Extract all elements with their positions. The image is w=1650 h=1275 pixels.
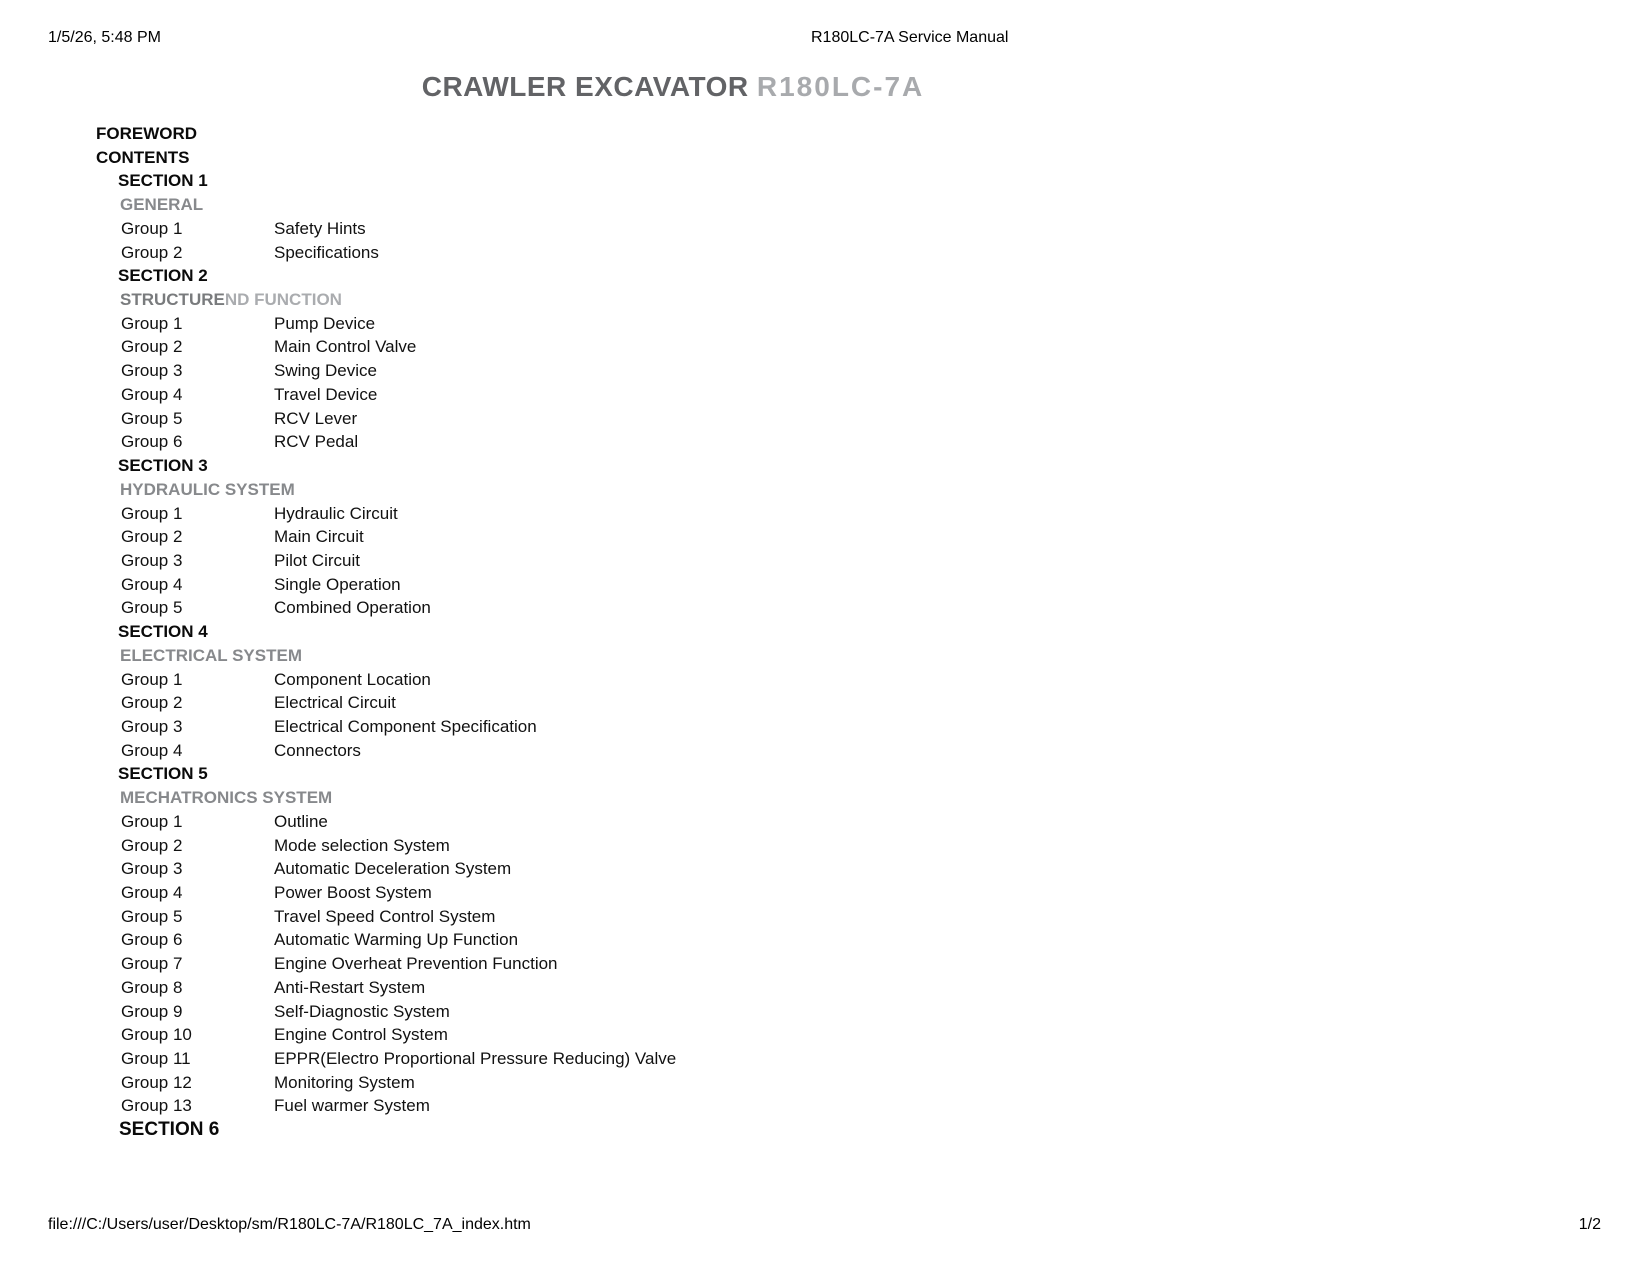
group-label: Group 10: [121, 1025, 192, 1045]
group-title: Electrical Component Specification: [274, 716, 537, 736]
group-title: EPPR(Electro Proportional Pressure Reducing) Valve: [274, 1049, 677, 1069]
group-label: Group 5: [121, 598, 183, 618]
group-label: Group 2: [121, 835, 183, 855]
section-subtitle-text: GENERAL: [120, 195, 204, 215]
group-title: Main Control Valve: [274, 337, 417, 357]
toc-group-row: [121, 359, 676, 383]
toc-group-row: [121, 976, 676, 1000]
toc-group-row: [121, 407, 676, 431]
toc-group-row: [121, 217, 676, 241]
group-label: Group 2: [121, 242, 183, 262]
page-title: [48, 71, 1298, 103]
group-title: Component Location: [274, 669, 431, 689]
toc-group-row: [121, 834, 676, 858]
group-label: Group 1: [121, 313, 183, 333]
section-heading-4: SECTION 4: [118, 622, 208, 642]
section-heading-5: SECTION 5: [118, 764, 208, 784]
group-title: Outline: [274, 811, 328, 831]
group-label: Group 7: [121, 954, 183, 974]
toc-group-row: [121, 928, 676, 952]
toc-group-row: [121, 739, 676, 763]
toc-group-row: [121, 383, 676, 407]
group-title: Main Circuit: [274, 527, 364, 547]
group-title: Self-Diagnostic System: [274, 1001, 450, 1021]
toc-group-row: [121, 715, 676, 739]
group-title: Engine Control System: [274, 1025, 448, 1045]
group-label: Group 4: [121, 384, 183, 404]
footer-file-url: file:///C:/Users/user/Desktop/sm/R180LC-7A/R180LC_7A_index.htm: [48, 1216, 531, 1233]
section-subtitle-4: [120, 644, 676, 668]
toc-group-row: [121, 241, 676, 265]
group-label: Group 3: [121, 859, 183, 879]
toc-group-row: [121, 596, 676, 620]
group-label: Group 12: [121, 1072, 192, 1092]
header-doc-title: R180LC-7A Service Manual: [811, 29, 1009, 46]
toc-group-row: [121, 952, 676, 976]
group-label: Group 4: [121, 574, 183, 594]
group-label: Group 6: [121, 432, 183, 452]
group-title: Connectors: [274, 740, 361, 760]
group-label: Group 4: [121, 740, 183, 760]
group-title: Monitoring System: [274, 1072, 415, 1092]
section-heading-3: SECTION 3: [118, 456, 208, 476]
toc-group-row: [121, 668, 676, 692]
toc-group-row: [121, 1071, 676, 1095]
group-label: Group 11: [121, 1049, 191, 1069]
group-title: Pump Device: [274, 313, 376, 333]
group-title: Pilot Circuit: [274, 550, 360, 570]
group-label: Group 9: [121, 1001, 183, 1021]
section-subtitle-2: [120, 288, 676, 312]
group-title: Travel Speed Control System: [274, 906, 496, 926]
section-heading-2: SECTION 2: [118, 266, 208, 286]
toc-group-row: [121, 430, 676, 454]
toc-group-row: [121, 573, 676, 597]
group-label: Group 3: [121, 550, 183, 570]
group-title: Fuel warmer System: [274, 1096, 430, 1116]
section-subtitle-1: [120, 193, 676, 217]
group-label: Group 2: [121, 693, 183, 713]
section-subtitle-text: ELECTRICAL SYSTEM: [120, 645, 302, 665]
toc-group-row: [121, 1047, 676, 1071]
group-title: RCV Pedal: [274, 432, 359, 452]
toc-group-row: [121, 857, 676, 881]
group-title: Travel Device: [274, 384, 378, 404]
group-title: Combined Operation: [274, 598, 431, 618]
group-title: Hydraulic Circuit: [274, 503, 398, 523]
toc-group-row: [121, 335, 676, 359]
toc-group-row: [121, 1023, 676, 1047]
model-code-text: R180LC-7A: [756, 71, 925, 102]
toc-group-row: [121, 691, 676, 715]
group-title: Anti-Restart System: [274, 977, 426, 997]
section-subtitle-5: [120, 786, 676, 810]
section-subtitle-3: [120, 478, 676, 502]
group-label: Group 1: [121, 811, 183, 831]
group-title: Specifications: [274, 242, 379, 262]
group-label: Group 5: [121, 408, 183, 428]
group-title: Automatic Deceleration System: [274, 859, 512, 879]
group-label: Group 3: [121, 716, 183, 736]
group-label: Group 8: [121, 977, 183, 997]
foreword-item: FOREWORD: [96, 124, 198, 143]
group-label: Group 3: [121, 361, 183, 381]
group-label: Group 4: [121, 883, 183, 902]
section-subtitle-text: STRUCTURE: [120, 290, 225, 310]
group-title: Engine Overheat Prevention Function: [274, 954, 558, 974]
header-datetime: 1/5/26, 5:48 PM: [48, 29, 161, 46]
group-label: Group 1: [121, 503, 183, 523]
section-heading-6: SECTION 6: [119, 1119, 220, 1141]
group-label: Group 6: [121, 930, 183, 950]
group-title: Single Operation: [274, 574, 401, 594]
group-title: RCV Lever: [274, 408, 358, 428]
group-label: Group 13: [121, 1096, 192, 1116]
group-title: Mode selection System: [274, 835, 450, 855]
group-title: Automatic Warming Up Function: [274, 930, 519, 950]
group-label: Group 2: [121, 527, 183, 547]
toc-group-row: [121, 312, 676, 336]
section-heading-1: SECTION 1: [118, 171, 208, 191]
group-label: Group 2: [121, 337, 183, 357]
contents-item: CONTENTS: [96, 147, 190, 167]
toc-group-row: [121, 1094, 676, 1118]
section-subtitle-suffix: ND FUNCTION: [224, 290, 342, 310]
toc-group-row: [121, 881, 676, 905]
section-subtitle-text: HYDRAULIC SYSTEM: [120, 479, 295, 499]
group-title: Swing Device: [274, 361, 377, 381]
group-title: Safety Hints: [274, 218, 366, 238]
group-title: Power Boost System: [274, 883, 432, 902]
group-label: Group 5: [121, 906, 183, 926]
table-of-contents: [48, 122, 676, 1142]
toc-group-row: [121, 1000, 676, 1024]
group-title: Electrical Circuit: [274, 693, 396, 713]
toc-group-row: [121, 549, 676, 573]
section-subtitle-text: MECHATRONICS SYSTEM: [120, 788, 333, 808]
toc-group-row: [121, 905, 676, 929]
footer-page-number: 1/2: [1578, 1216, 1601, 1233]
group-label: Group 1: [121, 218, 183, 238]
model-type-text: CRAWLER EXCAVATOR: [421, 71, 757, 102]
group-label: Group 1: [121, 669, 183, 689]
toc-group-row: [121, 810, 676, 834]
toc-group-row: [121, 502, 676, 526]
toc-group-row: [121, 525, 676, 549]
